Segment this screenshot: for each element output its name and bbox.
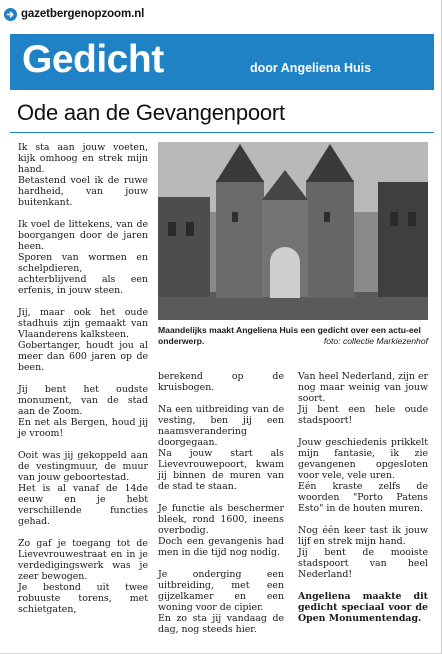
article-headline: Ode aan de Gevangenpoort (17, 100, 285, 125)
stanza: Na een uitbreiding van de vesting, ben jij een naamsverandering doorgegaan. Na jouw start als Lievevrouwepoort, kwam jij binnen de muren van de stad te staan. (158, 404, 284, 492)
arrow-right-circle-icon (4, 8, 17, 21)
stanza: Ik sta aan jouw voeten, kijk omhoog en strek mijn hand. Betastend voel ik de ruwe hardheid, van jouw buitenkant. (18, 142, 148, 208)
stanza: Ooit was jij gekoppeld aan de vestingmuur, de muur van jouw geboortestad. Het is al vanaf de 14de eeuw en je hebt verschillende functies gehad. (18, 450, 148, 527)
poem-column-2 (158, 371, 284, 646)
stanza: Je onderging een uitbreiding, met een gijzelkamer en een woning voor de cipier. En zo sta jij vandaag de dag, nog steeds hier. (158, 569, 284, 635)
section-title: Gedicht (22, 38, 164, 81)
closing-note: Angeliena maakte dit gedicht speciaal voor de Open Monumentendag. (298, 591, 428, 624)
stanza: Jouw geschiedenis prikkelt mijn fantasie, ik zie gevangenen opgesloten voor vele, vele uren. Eén kraste zelfs de woorden "Porto Patens Esto" in de houten muren. (298, 437, 428, 514)
stanza: Ik voel de littekens, van de boorgangen door de jaren heen. Sporen van wormen en schelpdieren, achterblijvend als een erfenis, in jouw steen. (18, 219, 148, 296)
site-name[interactable]: gazetbergenopzoom.nl (21, 8, 145, 20)
headline-divider (10, 132, 434, 133)
poem-column-1 (18, 142, 148, 626)
author-byline: door Angeliena Huis (250, 61, 372, 75)
stanza: Van heel Nederland, zijn er nog maar weinig van jouw soort. Jij bent een hele oude stadspoort! (298, 371, 428, 426)
stanza: Jij bent het oudste monument, van de stad aan de Zoom. En net als Bergen, houd jij je vroom! (18, 384, 148, 439)
section-banner (10, 34, 434, 90)
stanza: berekend op de kruisbogen. (158, 371, 284, 393)
stanza: Je functie als beschermer bleek, rond 1600, ineens overbodig. Doch een gevangenis had men in die tijd nog nodig. (158, 503, 284, 558)
gevangenpoort-photo (158, 142, 428, 320)
photo-caption: Maandelijks maakt Angeliena Huis een gedicht over een actu-eel onderwerp. (158, 325, 421, 346)
poem-column-3 (298, 371, 428, 635)
stanza: Zo gaf je toegang tot de Lievevrouwestraat en in je verdedigingswerk was je zeer bewogen. Je bestond uit twee robuuste torens, met schietgaten, (18, 538, 148, 615)
site-header (0, 0, 442, 28)
photo-credit: foto: collectie Markiezenhof (323, 336, 428, 346)
stanza: Jij, maar ook het oude stadhuis zijn gemaakt van Vlaanderens kalksteen. Gobertanger, houdt jou al meer dan 600 jaren op de been. (18, 307, 148, 373)
stanza: Nog één keer tast ik jouw lijf en strek mijn hand. Jij bent de mooiste stadspoort van heel Nederland! (298, 525, 428, 580)
